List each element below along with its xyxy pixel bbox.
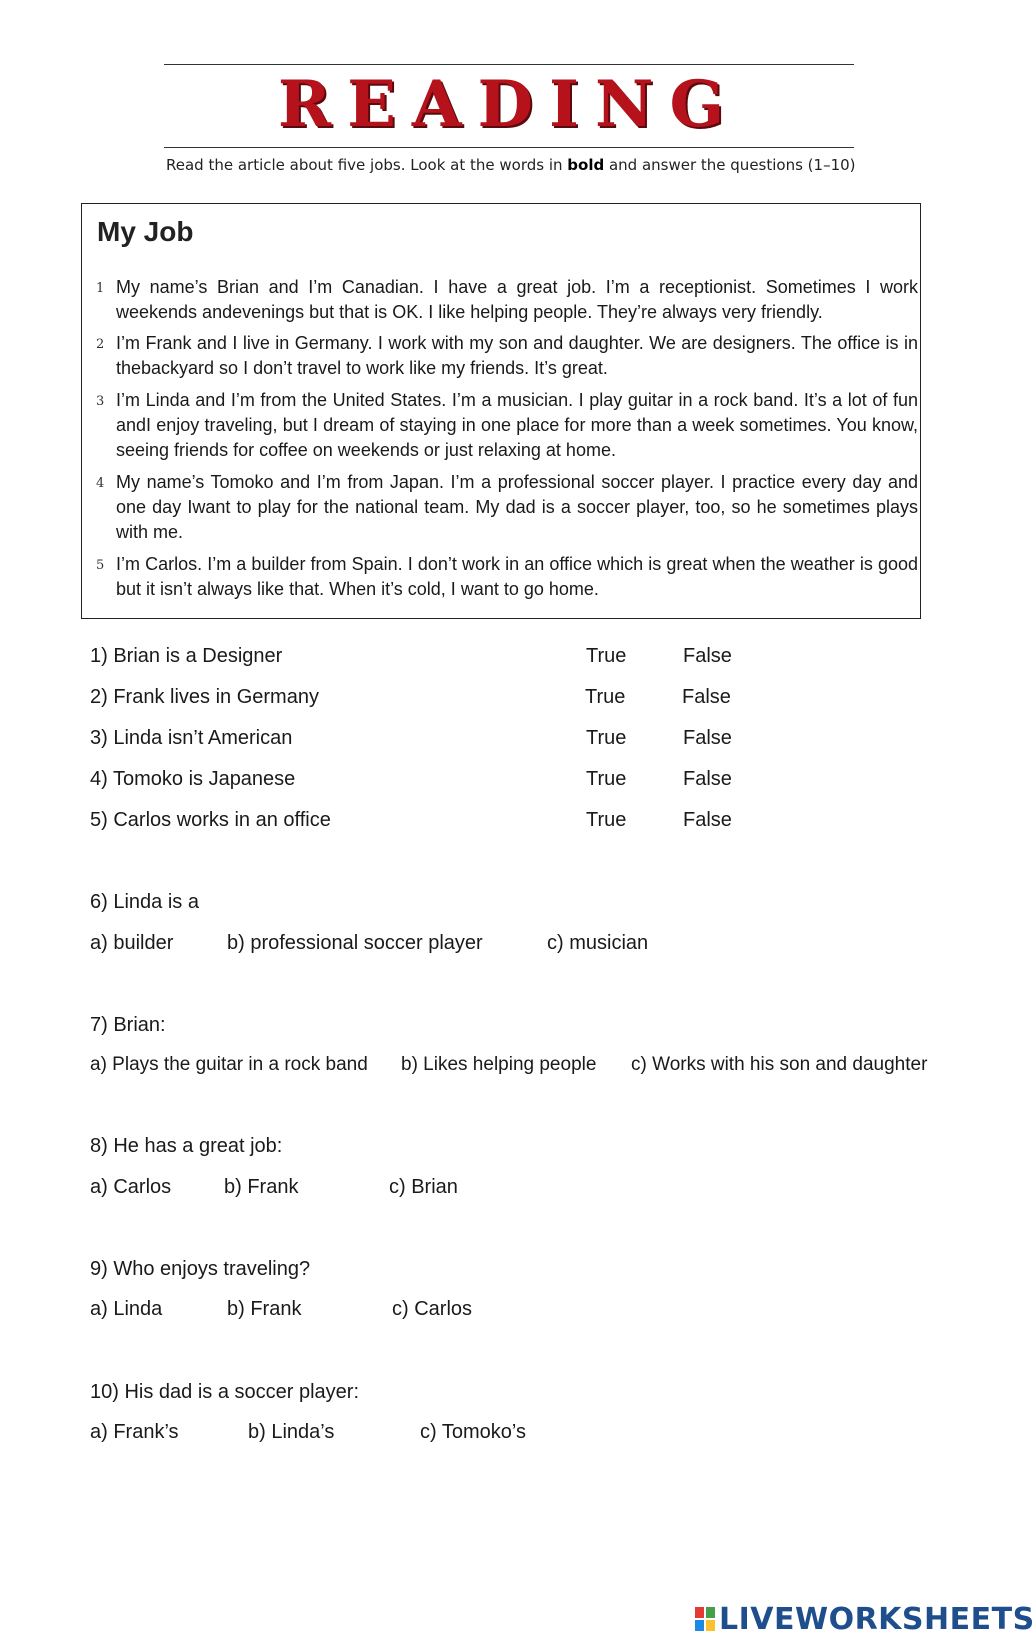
- logo-square-icon: [706, 1620, 715, 1631]
- instructions-text-end: and answer the questions (1–10): [604, 156, 856, 174]
- paragraph-number: 4: [96, 476, 105, 491]
- paragraph-number: 2: [96, 337, 105, 352]
- page-title: READING: [277, 67, 741, 142]
- bottom-rule: [164, 147, 854, 148]
- mc-question-10: 10) His dad is a soccer player:: [90, 1381, 360, 1403]
- tf-true-option-2[interactable]: True: [585, 686, 626, 708]
- tf-question-5: 5) Carlos works in an office: [90, 809, 331, 831]
- tf-false-option-3[interactable]: False: [683, 727, 732, 749]
- top-rule: [164, 64, 854, 65]
- article-paragraph-1: [96, 275, 918, 325]
- mc-question-8: 8) He has a great job:: [90, 1135, 283, 1157]
- mc-question-9: 9) Who enjoys traveling?: [90, 1258, 311, 1280]
- tf-question-1: 1) Brian is a Designer: [90, 645, 283, 667]
- mc-option-6b[interactable]: b) professional soccer player: [227, 932, 483, 954]
- mc-option-6c[interactable]: c) musician: [547, 932, 649, 954]
- tf-false-option-5[interactable]: False: [683, 809, 732, 831]
- mc-option-9c[interactable]: c) Carlos: [392, 1298, 473, 1320]
- mc-option-8b[interactable]: b) Frank: [224, 1176, 299, 1198]
- tf-false-option-2[interactable]: False: [682, 686, 731, 708]
- article-paragraph-3: [96, 388, 918, 463]
- article-title: My Job: [97, 216, 194, 247]
- paragraph-number: 5: [96, 558, 105, 573]
- mc-option-9b[interactable]: b) Frank: [227, 1298, 302, 1320]
- instructions-text: Read the article about five jobs. Look at the words in: [166, 156, 568, 174]
- mc-option-7a[interactable]: a) Plays the guitar in a rock band: [90, 1054, 368, 1075]
- tf-question-3: 3) Linda isn’t American: [90, 727, 293, 749]
- logo-square-icon: [695, 1607, 704, 1618]
- mc-question-6: 6) Linda is a: [90, 891, 199, 913]
- tf-false-option-1[interactable]: False: [683, 645, 732, 667]
- mc-option-10c[interactable]: c) Tomoko’s: [420, 1421, 526, 1443]
- article-box: [81, 203, 921, 619]
- tf-true-option-1[interactable]: True: [586, 645, 627, 667]
- mc-option-10a[interactable]: a) Frank’s: [90, 1421, 179, 1443]
- paragraph-text: My name’s Brian and I’m Canadian. I have a great job. I’m a receptionist. Sometimes I work weekends andevenings but that is OK. I like helping people. They’re always very friendly.: [116, 277, 918, 322]
- tf-true-option-4[interactable]: True: [586, 768, 627, 790]
- tf-question-2: 2) Frank lives in Germany: [90, 686, 319, 708]
- paragraph-text: I’m Carlos. I’m a builder from Spain. I don’t work in an office which is great when the weather is good but it isn’t always like that. When it’s cold, I want to go home.: [116, 554, 918, 599]
- mc-option-8c[interactable]: c) Brian: [389, 1176, 458, 1198]
- logo-text: LIVEWORKSHEETS: [719, 1601, 1035, 1637]
- logo-square-icon: [695, 1620, 704, 1631]
- paragraph-text: My name’s Tomoko and I’m from Japan. I’m a professional soccer player. I practice every day and one day Iwant to play for the national team. My dad is a soccer player, too, so he sometimes plays with me.: [116, 472, 918, 542]
- mc-option-7b[interactable]: b) Likes helping people: [401, 1054, 597, 1075]
- liveworksheets-logo[interactable]: [695, 1599, 1035, 1639]
- mc-option-10b[interactable]: b) Linda’s: [248, 1421, 335, 1443]
- article-paragraph-5: [96, 552, 918, 602]
- logo-square-icon: [706, 1607, 715, 1618]
- tf-true-option-3[interactable]: True: [586, 727, 627, 749]
- paragraph-text: I’m Linda and I’m from the United States. I’m a musician. I play guitar in a rock band. It’s a lot of fun andI enjoy traveling, but I dream of staying in one place for more than a week sometimes. You know, seeing friends for coffee on weekends or just relaxing at home.: [116, 390, 918, 460]
- logo-mark-icon: [695, 1607, 715, 1631]
- article-paragraph-2: [96, 331, 918, 381]
- tf-true-option-5[interactable]: True: [586, 809, 627, 831]
- mc-option-9a[interactable]: a) Linda: [90, 1298, 163, 1320]
- paragraph-number: 1: [96, 281, 105, 296]
- instructions-bold-word: bold: [567, 156, 605, 174]
- mc-option-7c[interactable]: c) Works with his son and daughter: [631, 1054, 928, 1075]
- mc-option-6a[interactable]: a) builder: [90, 932, 174, 954]
- tf-question-4: 4) Tomoko is Japanese: [90, 768, 296, 790]
- paragraph-text: I’m Frank and I live in Germany. I work with my son and daughter. We are designers. The office is in thebackyard so I don’t travel to work like my friends. It’s great.: [116, 333, 918, 378]
- mc-question-7: 7) Brian:: [90, 1014, 166, 1036]
- mc-option-8a[interactable]: a) Carlos: [90, 1176, 172, 1198]
- article-paragraph-4: [96, 470, 918, 545]
- instructions: [166, 156, 866, 174]
- paragraph-number: 3: [96, 394, 105, 409]
- tf-false-option-4[interactable]: False: [683, 768, 732, 790]
